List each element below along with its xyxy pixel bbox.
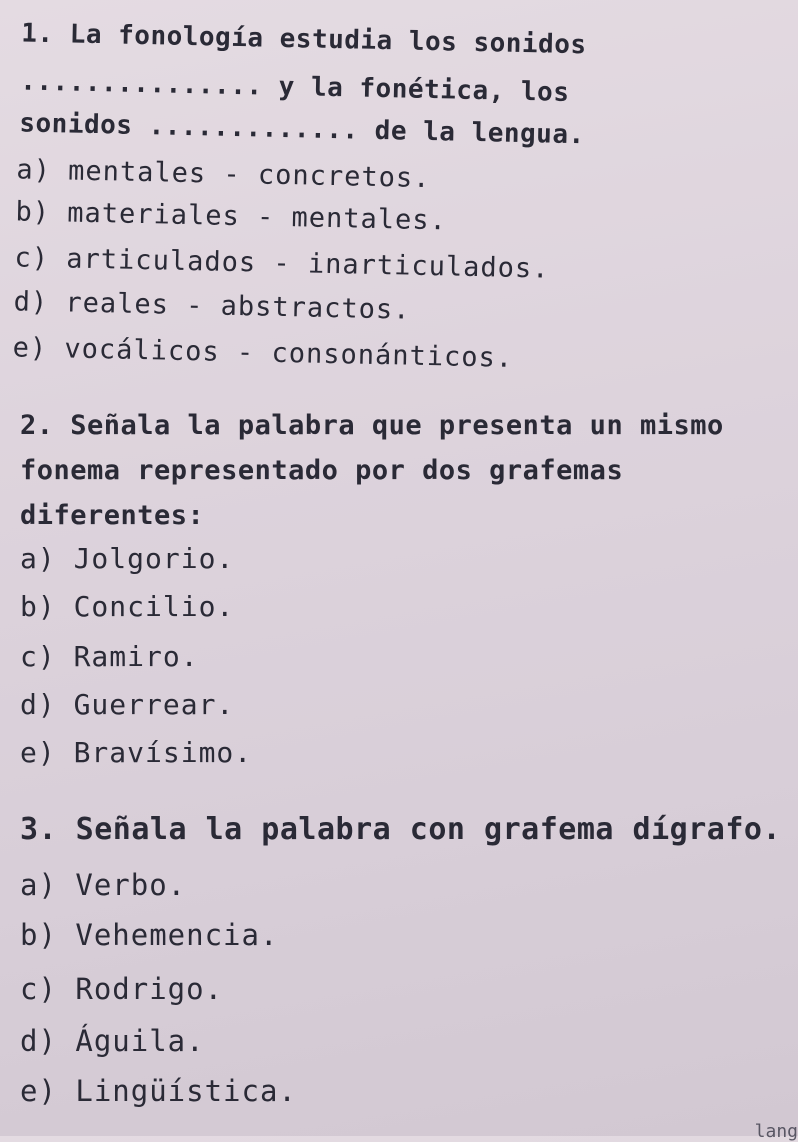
question-1-option-c[interactable]: c) articulados - inarticulados. xyxy=(14,242,550,285)
question-3-option-e[interactable]: e) Lingüística. xyxy=(20,1074,297,1108)
question-1-line-3: sonidos ............. de la lengua. xyxy=(19,108,585,151)
question-1 xyxy=(0,0,798,374)
question-2-option-c[interactable]: c) Ramiro. xyxy=(20,640,199,673)
question-1-option-d[interactable]: d) reales - abstractos. xyxy=(13,286,411,326)
question-2-line-2: fonema representado por dos grafemas xyxy=(20,455,624,486)
question-3-option-b[interactable]: b) Vehemencia. xyxy=(20,918,279,952)
question-2-line-3: diferentes: xyxy=(20,500,205,531)
cut-off-text-fragment: lang xyxy=(754,1121,798,1142)
question-3-option-a[interactable]: a) Verbo. xyxy=(20,868,187,902)
question-1-line-2: ............... y la fonética, los xyxy=(19,66,570,108)
question-2-option-e[interactable]: e) Bravísimo. xyxy=(20,736,253,769)
question-2-option-d[interactable]: d) Guerrear. xyxy=(20,688,235,721)
question-1-line-1: 1. La fonología estudia los sonidos xyxy=(20,18,587,61)
question-1-option-e[interactable]: e) vocálicos - consonánticos. xyxy=(12,332,514,374)
question-1-option-a[interactable]: a) mentales - concretos. xyxy=(16,154,431,195)
question-3-line-1: 3. Señala la palabra con grafema dígrafo. xyxy=(20,812,782,847)
question-2-line-1: 2. Señala la palabra que presenta un mismo xyxy=(20,410,724,441)
question-3-option-d[interactable]: d) Águila. xyxy=(20,1024,205,1058)
question-2-option-b[interactable]: b) Concilio. xyxy=(20,590,235,623)
question-1-option-b[interactable]: b) materiales - mentales. xyxy=(15,196,448,237)
question-3-option-c[interactable]: c) Rodrigo. xyxy=(20,972,224,1006)
question-2-option-a[interactable]: a) Jolgorio. xyxy=(20,542,235,575)
